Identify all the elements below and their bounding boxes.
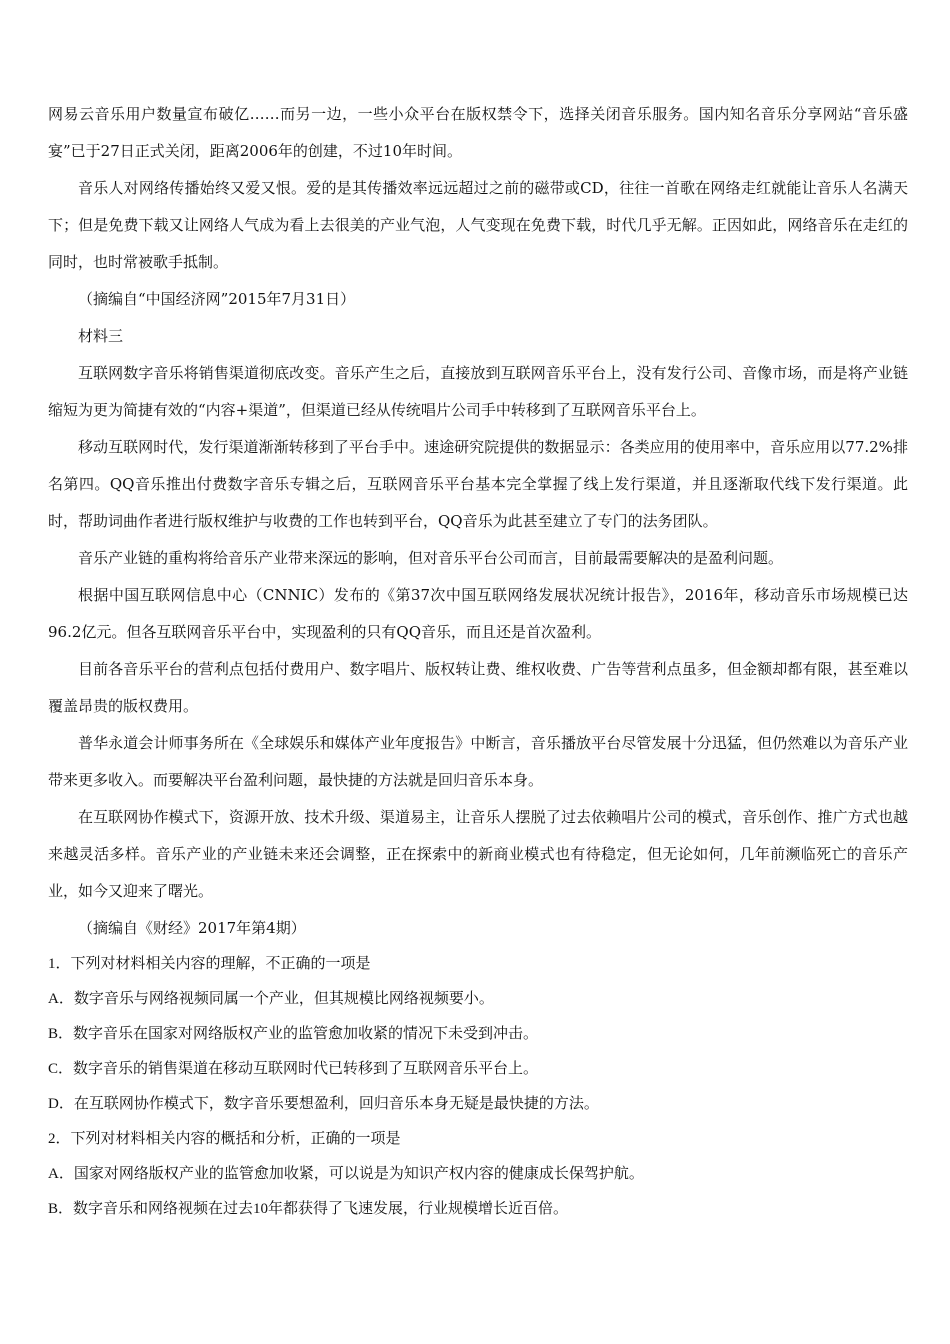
- question-1-option-c: C．数字音乐的销售渠道在移动互联网时代已转移到了互联网音乐平台上。: [48, 1061, 539, 1077]
- question-1-option-d: D．在互联网协作模式下，数字音乐要想盈利，回归音乐本身无疑是最快捷的方法。: [48, 1096, 599, 1112]
- paragraph-musicians-attitude: 音乐人对网络传播始终又爱又恨。爱的是其传播效率远远超过之前的磁带或CD，往往一首歌在网络走红就能让音乐人名满天下；但是免费下载又让网络人气成为看上去很美的产业气泡，人气变现在免费下载，时代几乎无解。正因如此，网络音乐在走红的同时，也时常被歌手抵制。: [48, 179, 908, 271]
- question-1-option-a: A．数字音乐与网络视频同属一个产业，但其规模比网络视频要小。: [48, 991, 494, 1007]
- paragraph-sales-channel: 互联网数字音乐将销售渠道彻底改变。音乐产生之后，直接放到互联网音乐平台上，没有发行公司、音像市场，而是将产业链缩短为更为简捷有效的“内容+渠道”，但渠道已经从传统唱片公司手中转移到了互联网音乐平台上。: [48, 364, 908, 419]
- question-2-stem: 2．下列对材料相关内容的概括和分析，正确的一项是: [48, 1131, 401, 1147]
- source-citation-economy-net: （摘编自“中国经济网”2015年7月31日）: [78, 290, 356, 308]
- material-three-heading: 材料三: [78, 327, 124, 345]
- paragraph-mobile-internet: 移动互联网时代，发行渠道渐渐转移到了平台手中。速途研究院提供的数据显示：各类应用的使用率中，音乐应用以77.2%排名第四。QQ音乐推出付费数字音乐专辑之后，互联网音乐平台基本完全掌握了线上发行渠道，并且逐渐取代线下发行渠道。此时，帮助词曲作者进行版权维护与收费的工作也转到平台，QQ音乐为此甚至建立了专门的法务团队。: [48, 438, 908, 530]
- paragraph-netease-music: 网易云音乐用户数量宣布破亿……而另一边，一些小众平台在版权禁令下，选择关闭音乐服务。国内知名音乐分享网站“音乐盛宴”已于27日正式关闭，距离2006年的创建，不过10年时间。: [48, 105, 908, 160]
- article-body: [48, 96, 908, 1227]
- question-2-option-b: B．数字音乐和网络视频在过去10年都获得了飞速发展，行业规模增长近百倍。: [48, 1201, 569, 1217]
- question-1-stem: 1．下列对材料相关内容的理解，不正确的一项是: [48, 956, 371, 972]
- question-1: [48, 947, 908, 1122]
- paragraph-profit-points: 目前各音乐平台的营利点包括付费用户、数字唱片、版权转让费、维权收费、广告等营利点虽多，但金额却都有限，甚至难以覆盖昂贵的版权费用。: [48, 660, 908, 715]
- paragraph-collaboration-mode: 在互联网协作模式下，资源开放、技术升级、渠道易主，让音乐人摆脱了过去依赖唱片公司的模式，音乐创作、推广方式也越来越灵活多样。音乐产业的产业链未来还会调整，正在探索中的新商业模式也有待稳定，但无论如何，几年前濒临死亡的音乐产业，如今又迎来了曙光。: [48, 808, 908, 900]
- source-citation-caijing: （摘编自《财经》2017年第4期）: [78, 919, 306, 937]
- question-2-option-a: A．国家对网络版权产业的监管愈加收紧，可以说是为知识产权内容的健康成长保驾护航。: [48, 1166, 644, 1182]
- paragraph-industry-chain: 音乐产业链的重构将给音乐产业带来深远的影响，但对音乐平台公司而言，目前最需要解决的是盈利问题。: [78, 549, 784, 567]
- question-2: [48, 1122, 908, 1227]
- question-1-option-b: B．数字音乐在国家对网络版权产业的监管愈加收紧的情况下未受到冲击。: [48, 1026, 539, 1042]
- paragraph-pwc-report: 普华永道会计师事务所在《全球娱乐和媒体产业年度报告》中断言，音乐播放平台尽管发展十分迅猛，但仍然难以为音乐产业带来更多收入。而要解决平台盈利问题，最快捷的方法就是回归音乐本身。: [48, 734, 908, 789]
- paragraph-cnnic-report: 根据中国互联网信息中心（CNNIC）发布的《第37次中国互联网络发展状况统计报告》，2016年，移动音乐市场规模已达96.2亿元。但各互联网音乐平台中，实现盈利的只有QQ音乐，而且还是首次盈利。: [48, 586, 908, 641]
